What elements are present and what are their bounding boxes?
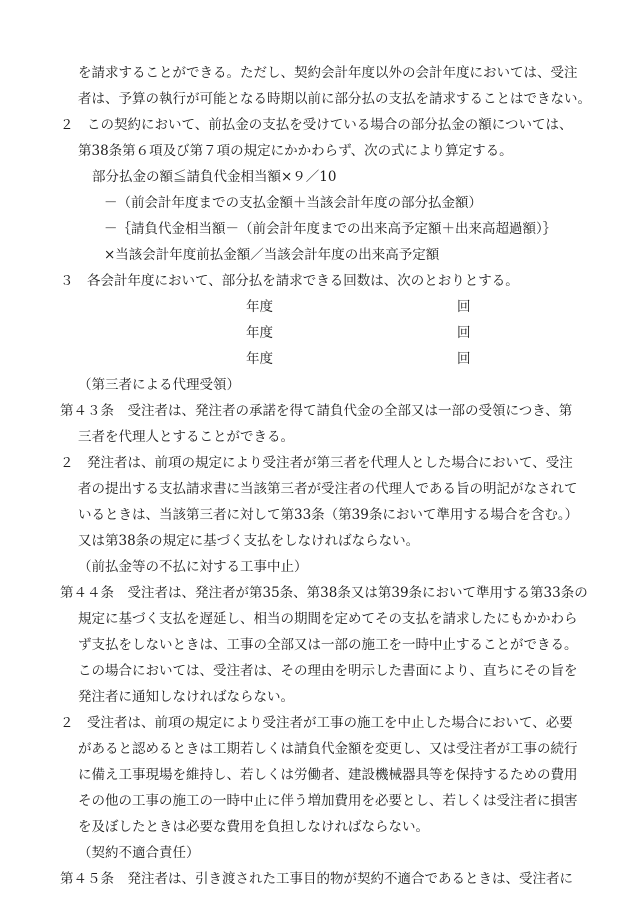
text-line: 又は第38条の規定に基づく支払をしなければならない。 xyxy=(78,533,420,549)
formula-line: －（前会計年度までの支払金額＋当該会計年度の部分払金額） xyxy=(104,195,482,211)
paragraph-2: ２ 発注者は、前項の規定により受注者が第三者を代理人とした場合において、受注 xyxy=(60,455,573,471)
text-line: ず支払をしないときは、工事の全部又は一部の施工を一時中止することができる。 xyxy=(78,637,578,653)
text-line: 規定に基づく支払を遅延し、相当の期間を定めてその支払を請求したにもかかわら xyxy=(78,611,578,627)
schedule-year: 年度 xyxy=(246,325,273,341)
text-line: 第38条第６項及び第７項の規定にかかわらず、次の式により算定する。 xyxy=(78,143,513,159)
formula-line: 部分払金の額≦請負代金相当額×９／10 xyxy=(92,169,337,185)
article-45: 第４５条 発注者は、引き渡された工事目的物が契約不適合であるときは、受注者に xyxy=(60,871,573,887)
article-caption: （前払金等の不払に対する工事中止） xyxy=(78,559,308,575)
schedule-year: 年度 xyxy=(246,351,273,367)
article-caption: （契約不適合責任） xyxy=(78,845,200,861)
paragraph-2: ２ 受注者は、前項の規定により受注者が工事の施工を中止した場合において、必要 xyxy=(60,715,573,731)
text-line: 者は、予算の執行が可能となる時期以前に部分払の支払を請求することはできない。 xyxy=(78,91,591,107)
text-line: 者の提出する支払請求書に当該第三者が受注者の代理人である旨の明記がなされて xyxy=(78,481,578,497)
schedule-year: 年度 xyxy=(246,299,273,315)
text-line: いるときは、当該第三者に対して第33条（第39条において準用する場合を含む。） xyxy=(78,507,579,523)
article-44: 第４４条 受注者は、発注者が第35条、第38条又は第39条において準用する第33条の xyxy=(60,585,588,601)
article-caption: （第三者による代理受領） xyxy=(78,377,240,393)
text-line: があると認めるときは工期若しくは請負代金額を変更し、又は受注者が工事の続行 xyxy=(78,741,578,757)
schedule-count: 回 xyxy=(457,299,471,315)
text-line: 三者を代理人とすることができる。 xyxy=(78,429,294,445)
schedule-count: 回 xyxy=(457,325,471,341)
paragraph-2: ２ この契約において、前払金の支払を受けている場合の部分払金の額については、 xyxy=(60,117,573,133)
text-line: を及ぼしたときは必要な費用を負担しなければならない。 xyxy=(78,819,429,835)
formula-line: ×当該会計年度前払金額／当該会計年度の出来高予定額 xyxy=(104,247,440,263)
text-line: に備え工事現場を維持し、若しくは労働者、建設機械器具等を保持するための費用 xyxy=(78,767,578,783)
article-43: 第４３条 受注者は、発注者の承諾を得て請負代金の全部又は一部の受領につき、第 xyxy=(60,403,573,419)
text-line: この場合においては、受注者は、その理由を明示した書面により、直ちにその旨を xyxy=(78,663,578,679)
formula-line: －｛請負代金相当額－（前会計年度までの出来高予定額＋出来高超過額）｝ xyxy=(104,221,557,237)
schedule-count: 回 xyxy=(457,351,471,367)
text-line: その他の工事の施工の一時中止に伴う増加費用を必要とし、若しくは受注者に損害 xyxy=(78,793,578,809)
paragraph-3: ３ 各会計年度において、部分払を請求できる回数は、次のとおりとする。 xyxy=(60,273,519,289)
text-line: 発注者に通知しなければならない。 xyxy=(78,689,294,705)
text-line: を請求することができる。ただし、契約会計年度以外の会計年度においては、受注 xyxy=(78,65,578,81)
